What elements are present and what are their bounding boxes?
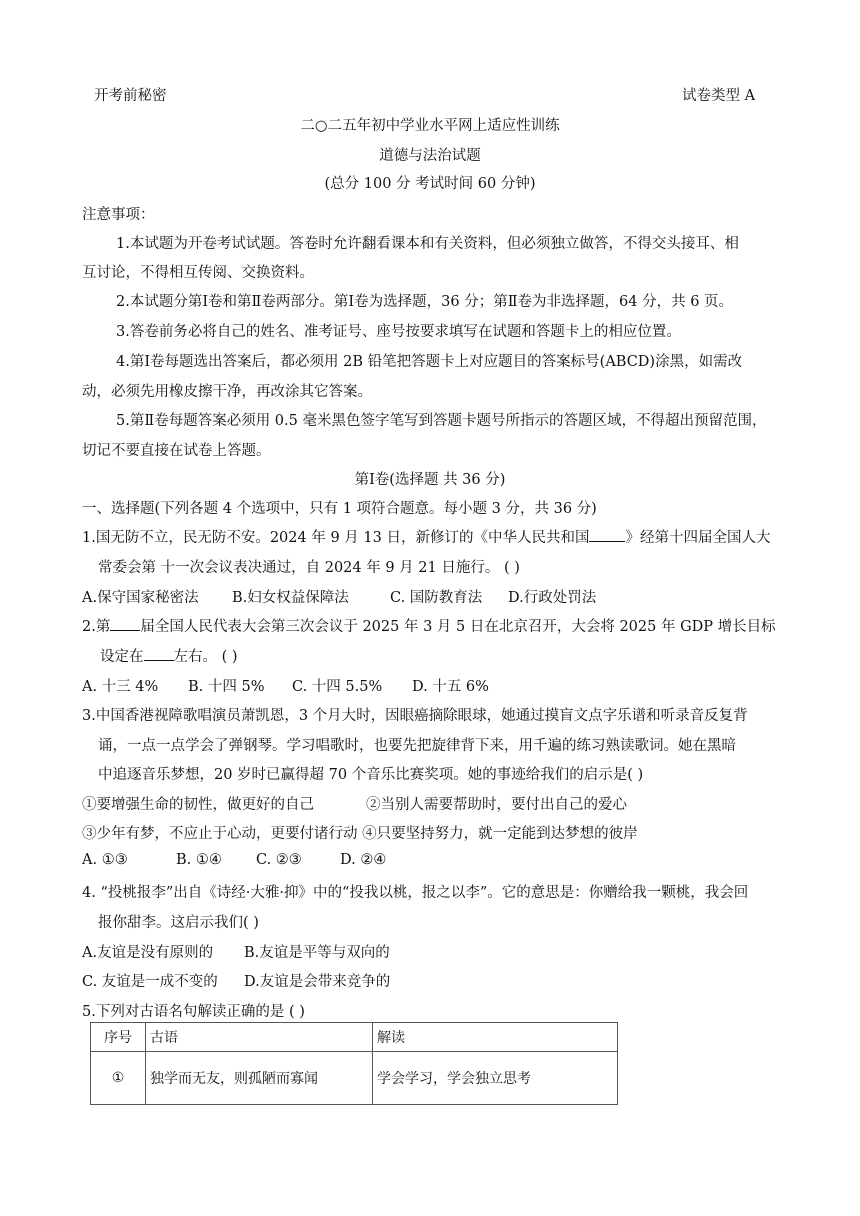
notice-heading: 注意事项： bbox=[82, 207, 155, 223]
q2-option-d: D. 十五 6% bbox=[412, 679, 489, 695]
q2-stem-line2: 设定在 左右。 ( ) bbox=[100, 645, 238, 666]
notice-item-5: 5.第Ⅱ卷每题答案必须用 0.5 毫米黑色签字笔写到答题卡题号所指示的答题区域，不得超出预留范围， bbox=[116, 413, 767, 429]
q3-stem-line1: 3.中国香港视障歌唱演员萧凯恩，3 个月大时，因眼癌摘除眼球，她通过摸盲文点字乐谱和听录音反复背 bbox=[82, 708, 748, 724]
exam-title: 二○二五年初中学业水平网上适应性训练 bbox=[300, 118, 560, 134]
notice-item-2: 2.本试题分第Ⅰ卷和第Ⅱ卷两部分。第Ⅰ卷为选择题，36 分；第Ⅱ卷为非选择题，64 分，共 6 页。 bbox=[116, 294, 734, 310]
q1-option-a: A.保守国家秘密法 bbox=[82, 590, 199, 606]
q2-blank-2 bbox=[144, 646, 174, 661]
q1-stem-line2: 常委会第 十一次会议表决通过，自 2024 年 9 月 21 日施行。 ( ) bbox=[98, 560, 520, 576]
q1-option-d: D.行政处罚法 bbox=[508, 590, 597, 606]
q1-option-b: B.妇女权益保障法 bbox=[232, 590, 349, 606]
exam-info: (总分 100 分 考试时间 60 分钟) bbox=[324, 176, 536, 192]
notice-item-1-cont: 互讨论，不得相互传阅、交换资料。 bbox=[82, 265, 314, 281]
q4-stem-line1: 4. “投桃报李”出自《诗经·大雅·抑》中的“投我以桃，报之以李”。它的意思是：你赠给我一颗桃，我会回 bbox=[82, 885, 749, 901]
notice-item-1: 1.本试题为开卷考试试题。答卷时允许翻看课本和有关资料，但必须独立做答，不得交头接耳、相 bbox=[116, 236, 739, 252]
q4-option-b: B.友谊是平等与双向的 bbox=[244, 945, 390, 961]
notice-item-5-cont: 切记不要直接在试卷上答题。 bbox=[82, 443, 271, 459]
q3-statements-3-4: ③少年有梦，不应止于心动，更要付诸行动 ④只要坚持努力，就一定能到达梦想的彼岸 bbox=[82, 826, 638, 842]
q4-option-c: C. 友谊是一成不变的 bbox=[82, 974, 218, 990]
q3-option-c: C. ②③ bbox=[256, 852, 302, 868]
q3-stem-line2: 诵，一点一点学会了弹钢琴。学习唱歌时，也要先把旋律背下来，用千遍的练习熟读歌词。她在黑暗 bbox=[98, 738, 736, 754]
table-cell: ① bbox=[91, 1052, 146, 1105]
table-header-cell: 序号 bbox=[91, 1023, 146, 1052]
header-left: 开考前秘密 bbox=[94, 88, 167, 104]
table-cell: 学会学习，学会独立思考 bbox=[373, 1052, 618, 1105]
q2-stem-line1: 2.第 届全国人民代表大会第三次会议于 2025 年 3 月 5 日在北京召开，大会将 2025 年 GDP 增长目标 bbox=[82, 615, 776, 636]
table-cell: 独学而无友，则孤陋而寡闻 bbox=[146, 1052, 373, 1105]
notice-item-4: 4.第Ⅰ卷每题选出答案后，都必须用 2B 铅笔把答题卡上对应题目的答案标号(ABCD)涂黑，如需改 bbox=[116, 354, 743, 370]
q2-option-a: A. 十三 4% bbox=[82, 679, 159, 695]
notice-item-4-cont: 动，必须先用橡皮擦干净，再改涂其它答案。 bbox=[82, 384, 372, 400]
table-header-cell: 古语 bbox=[146, 1023, 373, 1052]
part1-title: 第Ⅰ卷(选择题 共 36 分) bbox=[354, 472, 506, 488]
q3-option-d: D. ②④ bbox=[340, 852, 387, 868]
table-header-row bbox=[91, 1023, 618, 1052]
section-heading: 一、选择题(下列各题 4 个选项中，只有 1 项符合题意。每小题 3 分，共 36 分) bbox=[82, 501, 597, 517]
table-header-cell: 解读 bbox=[373, 1023, 618, 1052]
q5-stem: 5.下列对古语名句解读正确的是 ( ) bbox=[82, 1004, 305, 1020]
q2-option-c: C. 十四 5.5% bbox=[292, 679, 383, 695]
q3-statement-2: ②当别人需要帮助时，要付出自己的爱心 bbox=[366, 797, 627, 813]
q3-stem-line3: 中追逐音乐梦想，20 岁时已赢得超 70 个音乐比赛奖项。她的事迹给我们的启示是( ) bbox=[98, 767, 644, 783]
q4-stem-line2: 报你甜李。这启示我们( ) bbox=[98, 915, 259, 931]
notice-item-3: 3.答卷前务必将自己的姓名、准考证号、座号按要求填写在试题和答题卡上的相应位置。 bbox=[116, 324, 681, 340]
q1-stem-line1: 1.国无防不立，民无防不安。2024 年 9 月 13 日，新修订的《中华人民共和国 》经第十四届全国人大 bbox=[82, 526, 770, 547]
q1-blank bbox=[589, 527, 625, 542]
subject-title: 道德与法治试题 bbox=[379, 148, 481, 164]
q3-option-b: B. ①④ bbox=[176, 852, 222, 868]
q4-option-a: A.友谊是没有原则的 bbox=[82, 945, 214, 961]
q3-statement-1: ①要增强生命的韧性，做更好的自己 bbox=[82, 797, 314, 813]
q1-option-c: C. 国防教育法 bbox=[390, 590, 483, 606]
table-row bbox=[91, 1052, 618, 1105]
q3-option-a: A. ①③ bbox=[82, 852, 128, 868]
q4-option-d: D.友谊是会带来竞争的 bbox=[244, 974, 391, 990]
q5-table bbox=[90, 1022, 618, 1105]
q2-blank-1 bbox=[110, 616, 140, 631]
header-right: 试卷类型 A bbox=[682, 88, 756, 104]
q2-option-b: B. 十四 5% bbox=[188, 679, 265, 695]
